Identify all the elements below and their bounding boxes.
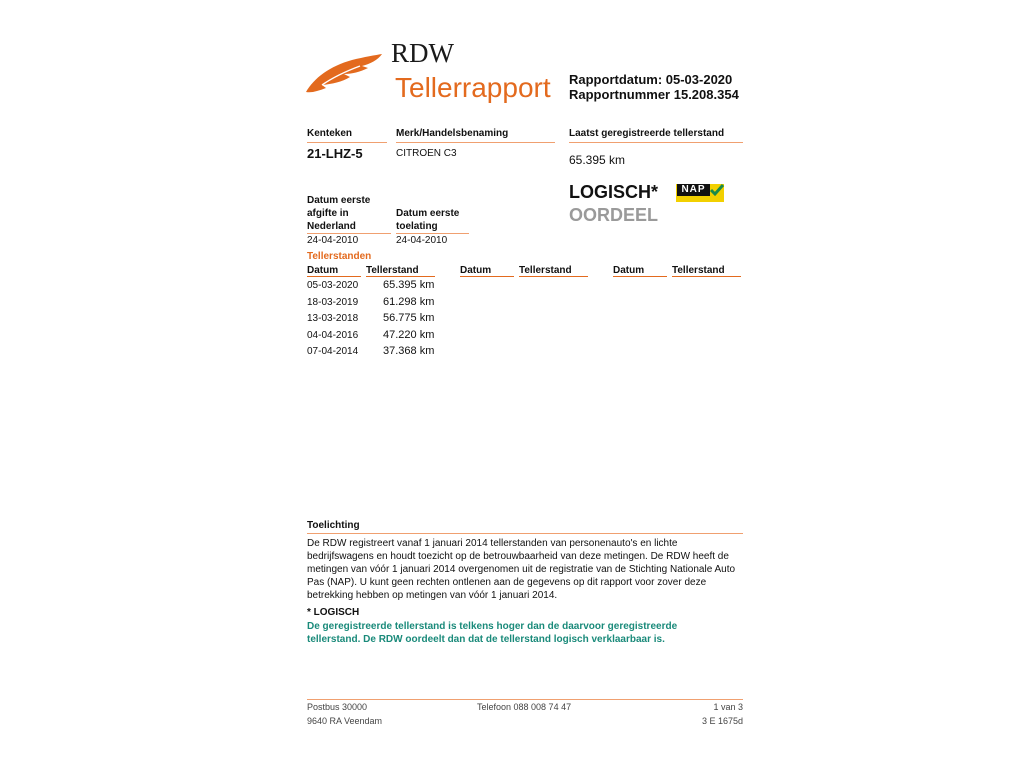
col-odo-2: Tellerstand	[519, 265, 572, 276]
col-odo-1: Tellerstand	[366, 265, 419, 276]
first-nl-value: 24-04-2010	[307, 235, 359, 246]
readings-title: Tellerstanden	[307, 251, 372, 262]
col-date-rule-3	[613, 276, 667, 277]
col-date-2: Datum	[460, 265, 492, 276]
reading-date: 13-03-2018	[307, 313, 359, 324]
reading-km: 61.298 km	[383, 296, 435, 308]
first-adm-label-2: toelating	[396, 221, 438, 232]
col-odo-rule-3	[672, 276, 741, 277]
col-date-3: Datum	[613, 265, 645, 276]
rdw-logo-icon	[304, 52, 384, 96]
col-odo-rule-2	[519, 276, 588, 277]
reading-date: 07-04-2014	[307, 346, 359, 357]
reading-date: 18-03-2019	[307, 297, 359, 308]
make-rule	[396, 142, 555, 143]
make-value: CITROEN C3	[396, 148, 457, 159]
note-line: tellerstand. De RDW oordeelt dan dat de tellerstand logisch verklaarbaar is.	[307, 634, 665, 645]
footer-rule	[307, 699, 743, 700]
reading-km: 47.220 km	[383, 329, 435, 341]
reading-date: 04-04-2016	[307, 330, 359, 341]
first-nl-label-2: afgifte in	[307, 208, 349, 219]
first-nl-rule	[307, 233, 391, 234]
report-title: Tellerrapport	[395, 72, 551, 103]
odo-value: 65.395 km	[569, 153, 626, 167]
verdict-result: LOGISCH*	[569, 182, 659, 202]
make-label: Merk/Handelsbenaming	[396, 128, 509, 139]
col-odo-rule-1	[366, 276, 435, 277]
reading-km: 65.395 km	[383, 279, 435, 291]
report-number: Rapportnummer 15.208.354	[569, 87, 739, 102]
footer-address-1: Postbus 30000	[307, 702, 368, 712]
note-title: * LOGISCH	[307, 607, 360, 618]
explanation-line: bedrijfswagens en houdt toezicht op de betrouwbaarheid van deze metingen. De RDW heeft de	[307, 551, 729, 562]
explanation-line: betrekking hebben op metingen van vóór 1 januari 2014.	[307, 590, 558, 601]
footer-phone: Telefoon 088 008 74 47	[477, 702, 572, 712]
first-adm-rule	[396, 233, 469, 234]
checkmark-icon	[709, 183, 725, 197]
plate-value: 21-LHZ-5	[307, 146, 363, 161]
brand-name: RDW	[391, 38, 454, 68]
footer-code: 3 E 1675d	[701, 716, 743, 726]
explanation-line: Pas (NAP). U kunt geen rechten ontlenen aan de gegevens op dit rapport voor zover deze	[307, 577, 707, 588]
plate-rule	[307, 142, 387, 143]
plate-label: Kenteken	[307, 128, 353, 139]
verdict-caption: OORDEEL	[569, 205, 659, 225]
note-line: De geregistreerde tellerstand is telkens hoger dan de daarvoor geregistreerde	[307, 621, 678, 632]
col-odo-3: Tellerstand	[672, 265, 725, 276]
report-date: Rapportdatum: 05-03-2020	[569, 72, 733, 87]
col-date-rule-2	[460, 276, 514, 277]
reading-km: 37.368 km	[383, 345, 435, 357]
reading-km: 56.775 km	[383, 312, 435, 324]
footer-address-2: 9640 RA Veendam	[307, 716, 383, 726]
odo-label: Laatst geregistreerde tellerstand	[569, 128, 725, 139]
first-adm-label-1: Datum eerste	[396, 208, 460, 219]
first-nl-label-1: Datum eerste	[307, 195, 371, 206]
explanation-title: Toelichting	[307, 520, 360, 531]
odo-rule	[569, 142, 743, 143]
nap-badge	[676, 184, 724, 202]
reading-date: 05-03-2020	[307, 280, 359, 291]
col-date-rule-1	[307, 276, 361, 277]
footer-page: 1 van 3	[713, 702, 743, 712]
first-nl-label-3: Nederland	[307, 221, 356, 232]
explanation-line: De RDW registreert vanaf 1 januari 2014 tellerstanden van personenauto's en lichte	[307, 538, 678, 549]
explanation-rule	[307, 533, 743, 534]
col-date-1: Datum	[307, 265, 339, 276]
first-adm-value: 24-04-2010	[396, 235, 448, 246]
nap-badge-label: NAP	[677, 184, 710, 196]
explanation-line: metingen van vóór 1 januari 2014 overgenomen uit de registratie van de Stichting Nationale Auto	[307, 564, 736, 575]
